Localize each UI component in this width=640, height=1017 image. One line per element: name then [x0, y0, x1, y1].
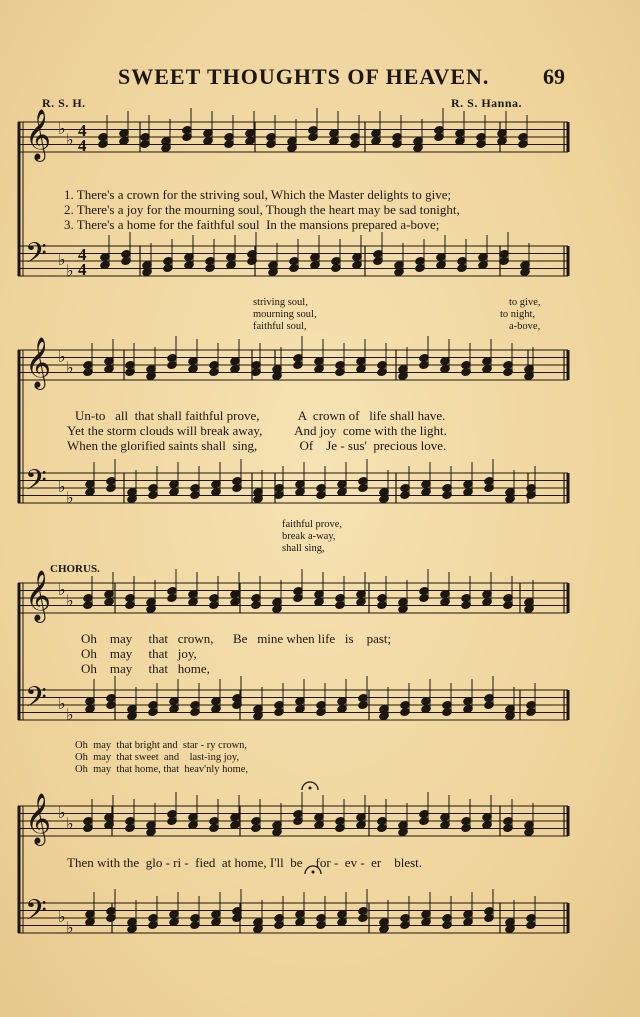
- bass-echo-left-1: striving soul,: [253, 297, 308, 308]
- flat-icon: ♭: [66, 488, 74, 507]
- time-signature: 4: [78, 245, 87, 264]
- treble-clef-icon: 𝄞: [25, 109, 52, 160]
- bass-echo-left-2: mourning soul,: [253, 309, 317, 320]
- time-signature: 4: [78, 121, 87, 140]
- bass-echo-right-1: to give,: [509, 297, 541, 308]
- final-line: Then with the glo - ri - fied at home, I'll be for - ev - er blest.: [67, 855, 423, 870]
- flat-icon: ♭: [58, 477, 66, 496]
- time-signature: 4: [78, 260, 87, 279]
- chorus-bass-echo-3: Oh may that home, that heav'nly home,: [75, 764, 249, 775]
- flat-icon: ♭: [58, 250, 66, 269]
- chorus-bass-echo-1: Oh may that bright and star - ry crown,: [75, 740, 248, 751]
- bass-clef-icon: 𝄢: [25, 237, 47, 277]
- bass-echo-right-2: to night,: [500, 309, 536, 320]
- verse-2-line-2: Yet the storm clouds will break away, And joy come with the light.: [67, 423, 447, 438]
- bass-echo-2: break a-way,: [282, 531, 336, 542]
- bass-echo-right-3: a-bove,: [509, 321, 541, 332]
- flat-icon: ♭: [66, 918, 74, 937]
- verse-1-line-1: 1. There's a crown for the striving soul, Which the Master delights to give;: [64, 187, 452, 202]
- flat-icon: ♭: [58, 694, 66, 713]
- lyricist-credit: R. S. H.: [42, 96, 86, 110]
- bass-echo-left-3: faithful soul,: [253, 321, 307, 332]
- treble-clef-icon: 𝄞: [25, 570, 52, 621]
- treble-clef-icon: 𝄞: [25, 793, 52, 844]
- flat-icon: ♭: [66, 591, 74, 610]
- flat-icon: ♭: [58, 347, 66, 366]
- flat-icon: ♭: [66, 814, 74, 833]
- flat-icon: ♭: [58, 907, 66, 926]
- flat-icon: ♭: [66, 261, 74, 280]
- treble-clef-icon: 𝄞: [25, 337, 52, 388]
- bass-clef-icon: 𝄢: [25, 464, 47, 504]
- verse-3-line-1: 3. There's a home for the faithful soul In the mansions prepared a-bove;: [64, 217, 440, 232]
- hymn-title: SWEET THOUGHTS OF HEAVEN.: [118, 64, 490, 89]
- composer-credit: R. S. Hanna.: [451, 96, 523, 110]
- bass-clef-icon: 𝄢: [25, 894, 47, 934]
- verse-3-line-2: When the glorified saints shall sing, Of Je - sus' precious love.: [67, 438, 447, 453]
- chorus-line-2: Oh may that joy,: [81, 646, 197, 661]
- page-number: 69: [543, 64, 565, 89]
- flat-icon: ♭: [66, 130, 74, 149]
- flat-icon: ♭: [58, 119, 66, 138]
- fermata-dot: [309, 787, 312, 790]
- bass-clef-icon: 𝄢: [25, 681, 47, 721]
- flat-icon: ♭: [58, 803, 66, 822]
- verse-2-line-1: 2. There's a joy for the mourning soul, Though the heart may be sad tonight,: [64, 202, 460, 217]
- bass-echo-1: faithful prove,: [282, 519, 343, 530]
- chorus-label: CHORUS.: [50, 563, 100, 575]
- chorus-line-1: Oh may that crown, Be mine when life is past;: [81, 631, 392, 646]
- bass-echo-3: shall sing,: [282, 543, 325, 554]
- time-signature: 4: [78, 136, 87, 155]
- chorus-line-3: Oh may that home,: [81, 661, 210, 676]
- flat-icon: ♭: [66, 705, 74, 724]
- flat-icon: ♭: [58, 580, 66, 599]
- verse-1-line-2: Un-to all that shall faithful prove, A crown of life shall have.: [75, 408, 446, 423]
- chorus-bass-echo-2: Oh may that sweet and last-ing joy,: [75, 752, 240, 763]
- flat-icon: ♭: [66, 358, 74, 377]
